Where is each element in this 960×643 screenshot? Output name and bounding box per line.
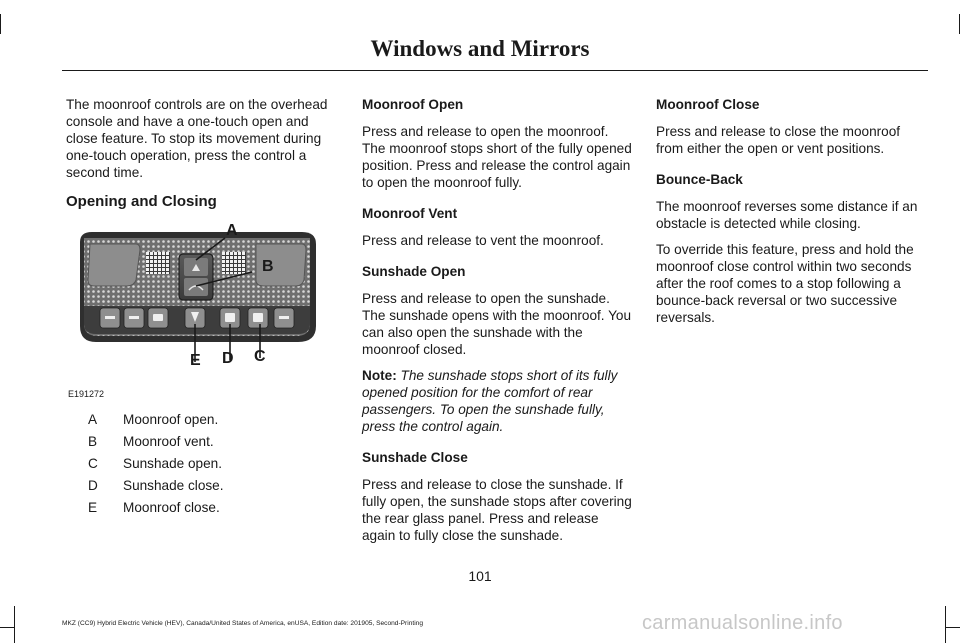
sunshade-open-text: Press and release to open the sunshade. The sunshade opens with the moonroof. You can also open the sunshade with the moonroof closed. <box>362 291 632 357</box>
page-number: 101 <box>468 568 492 584</box>
legend-key: C <box>88 455 98 471</box>
column-2 <box>362 96 632 553</box>
sunshade-open-heading: Sunshade Open <box>362 264 466 279</box>
crop-mark <box>946 627 960 628</box>
moonroof-close-text: Press and release to close the moonroof from either the open or vent positions. <box>656 124 901 156</box>
bounce-back-heading: Bounce-Back <box>656 172 743 187</box>
legend-key: E <box>88 499 98 515</box>
legend-label: Sunshade open. <box>123 455 223 471</box>
legend-key: B <box>88 433 98 449</box>
callout-d: D <box>222 350 234 367</box>
bounce-back-text-2: To override this feature, press and hold the moonroof close control within two seconds after the roof comes to a stop following a bounce-back reversal or two successive reversals. <box>656 242 914 325</box>
figure-code: E191272 <box>68 389 105 399</box>
callout-e: E <box>190 352 201 369</box>
overhead-console-figure <box>66 222 328 399</box>
footer-edition-text: MKZ (CC9) Hybrid Electric Vehicle (HEV), Canada/United States of America, enUSA, Edition date: 201905, Second-Printing <box>62 620 423 627</box>
legend-row <box>66 430 338 452</box>
moonroof-close-heading: Moonroof Close <box>656 97 760 112</box>
note-text: The sunshade stops short of its fully opened position for the comfort of rear passengers. To open the sunshade fully, press the control again. <box>362 368 618 434</box>
header-rule <box>62 70 928 71</box>
moonroof-open-heading: Moonroof Open <box>362 97 464 112</box>
moonroof-open-text: Press and release to open the moonroof. The moonroof stops short of the fully opened position. Press and release the control again to open the moonroof fully. <box>362 124 632 190</box>
legend-row <box>66 452 338 474</box>
crop-mark <box>0 627 14 628</box>
note-label: Note: <box>362 368 397 383</box>
moonroof-vent-text: Press and release to vent the moonroof. <box>362 233 604 248</box>
page-header-title: Windows and Mirrors <box>370 36 590 61</box>
figure-legend <box>66 408 338 518</box>
legend-key: A <box>88 411 98 427</box>
moonroof-vent-heading: Moonroof Vent <box>362 206 458 221</box>
legend-label: Moonroof close. <box>123 499 220 515</box>
crop-mark <box>14 606 15 643</box>
legend-row <box>66 474 338 496</box>
crop-mark <box>945 606 946 643</box>
sunshade-close-heading: Sunshade Close <box>362 450 468 465</box>
watermark: carmanualsonline.info <box>642 612 843 634</box>
sunshade-close-text: Press and release to close the sunshade. If fully open, the sunshade stops after covering the rear glass panel. Press and release again to fully close the sunshade. <box>362 477 632 543</box>
opening-closing-heading: Opening and Closing <box>66 193 217 210</box>
callout-b: B <box>262 258 274 275</box>
callout-a: A <box>226 222 238 239</box>
legend-key: D <box>88 477 98 493</box>
legend-label: Moonroof open. <box>123 411 219 427</box>
column-3 <box>656 96 928 335</box>
legend-label: Moonroof vent. <box>123 433 214 449</box>
crop-mark <box>0 14 1 34</box>
note-paragraph <box>362 367 632 435</box>
legend-row <box>66 496 338 518</box>
callout-c: C <box>254 348 266 365</box>
legend-label: Sunshade close. <box>123 477 224 493</box>
legend-row <box>66 408 338 430</box>
intro-paragraph: The moonroof controls are on the overhead console and have a one-touch open and close feature. To stop its movement during one-touch operation, press the control a second time. <box>66 97 328 180</box>
bounce-back-text-1: The moonroof reverses some distance if an obstacle is detected while closing. <box>656 199 918 231</box>
column-1 <box>66 96 338 518</box>
